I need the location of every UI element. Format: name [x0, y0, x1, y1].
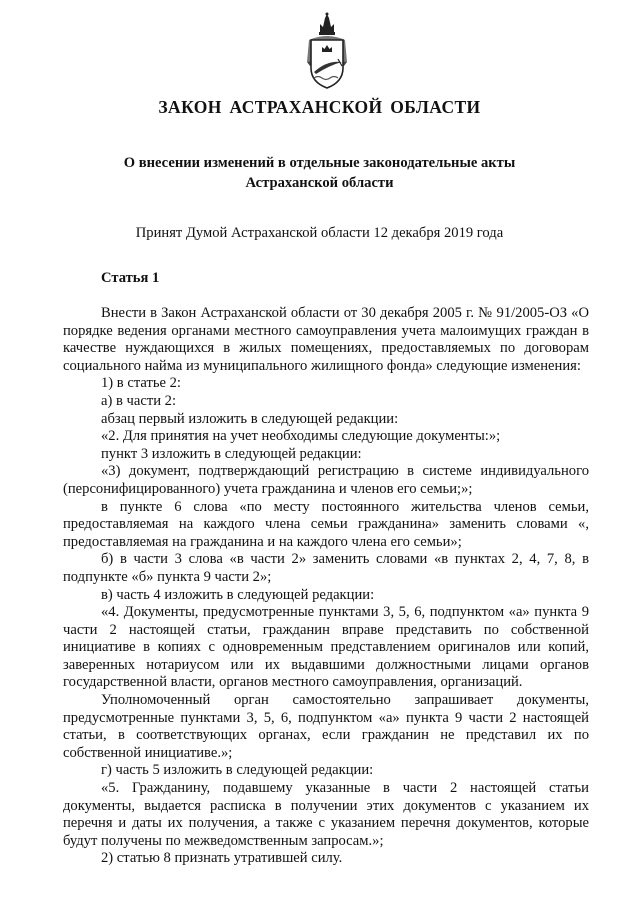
- paragraph: в пункте 6 слова «по месту постоянного жительства членов семьи, предоставляемая на каждого члена семьи гражданина» заменить словами «, предоставляемая на гражданина и на каждого члена его семьи»;: [63, 498, 589, 550]
- subtitle-line: О внесении изменений в отдельные законодательные акты: [123, 155, 516, 171]
- paragraph: абзац первый изложить в следующей редакции:: [101, 410, 399, 427]
- coat-of-arms-icon: [302, 12, 352, 90]
- law-title: ЗАКОН АСТРАХАНСКОЙ ОБЛАСТИ: [158, 97, 481, 117]
- subtitle-line: Астраханской области: [245, 175, 394, 191]
- article-body: [63, 305, 589, 868]
- paragraph: а) в части 2:: [101, 392, 177, 409]
- paragraph: «3) документ, подтверждающий регистрацию в системе индивидуального (персонифицированного) учета гражданина и членов его семьи;»;: [63, 463, 589, 497]
- paragraph: 1) в статье 2:: [101, 375, 181, 392]
- adoption-note: Принят Думой Астраханской области 12 декабря 2019 года: [135, 225, 504, 241]
- paragraph: «4. Документы, предусмотренные пунктами 3, 5, 6, подпунктом «а» пункта 9 части 2 настоящей статьи, гражданин вправе представить по собственной инициативе в копиях с одновременным представлением оригиналов или копий, заверенных нотариусом или их выдавшими должностными лицами органов государственной власти, органов местного самоуправления, организаций.: [63, 604, 589, 691]
- law-subtitle: [60, 153, 579, 193]
- paragraph: пункт 3 изложить в следующей редакции:: [101, 445, 362, 462]
- paragraph: в) часть 4 изложить в следующей редакции:: [101, 586, 375, 603]
- paragraph: 2) статью 8 признать утратившей силу.: [101, 850, 343, 867]
- paragraph: б) в части 3 слова «в части 2» заменить словами «в пунктах 2, 4, 7, 8, в подпункте «б» пункта 9 части 2»;: [63, 551, 589, 585]
- article-heading: Статья 1: [101, 270, 160, 286]
- paragraph: Внести в Закон Астраханской области от 30 декабря 2005 г. № 91/2005-ОЗ «О порядке ведения органами местного самоуправления учета малоимущих граждан в качестве нуждающихся в жилых помещениях, предоставляемых по договорам социального найма из муниципального жилищного фонда» следующие изменения:: [63, 305, 589, 374]
- paragraph: Уполномоченный орган самостоятельно запрашивает документы, предусмотренные пунктами 3, 5, 6, подпунктом «а» пункта 9 части 2 настоящей статьи, в соответствующих органах, если гражданин не представил их по собственной инициативе.»;: [63, 692, 589, 761]
- paragraph: «5. Гражданину, подавшему указанные в части 2 настоящей статьи документы, выдается расписка в получении этих документов с указанием их перечня и даты их получения, а также с указанием перечня документов, которые будут получены по межведомственным запросам.»;: [63, 780, 589, 849]
- paragraph: «2. Для принятия на учет необходимы следующие документы:»;: [101, 428, 501, 445]
- paragraph: г) часть 5 изложить в следующей редакции:: [101, 762, 374, 779]
